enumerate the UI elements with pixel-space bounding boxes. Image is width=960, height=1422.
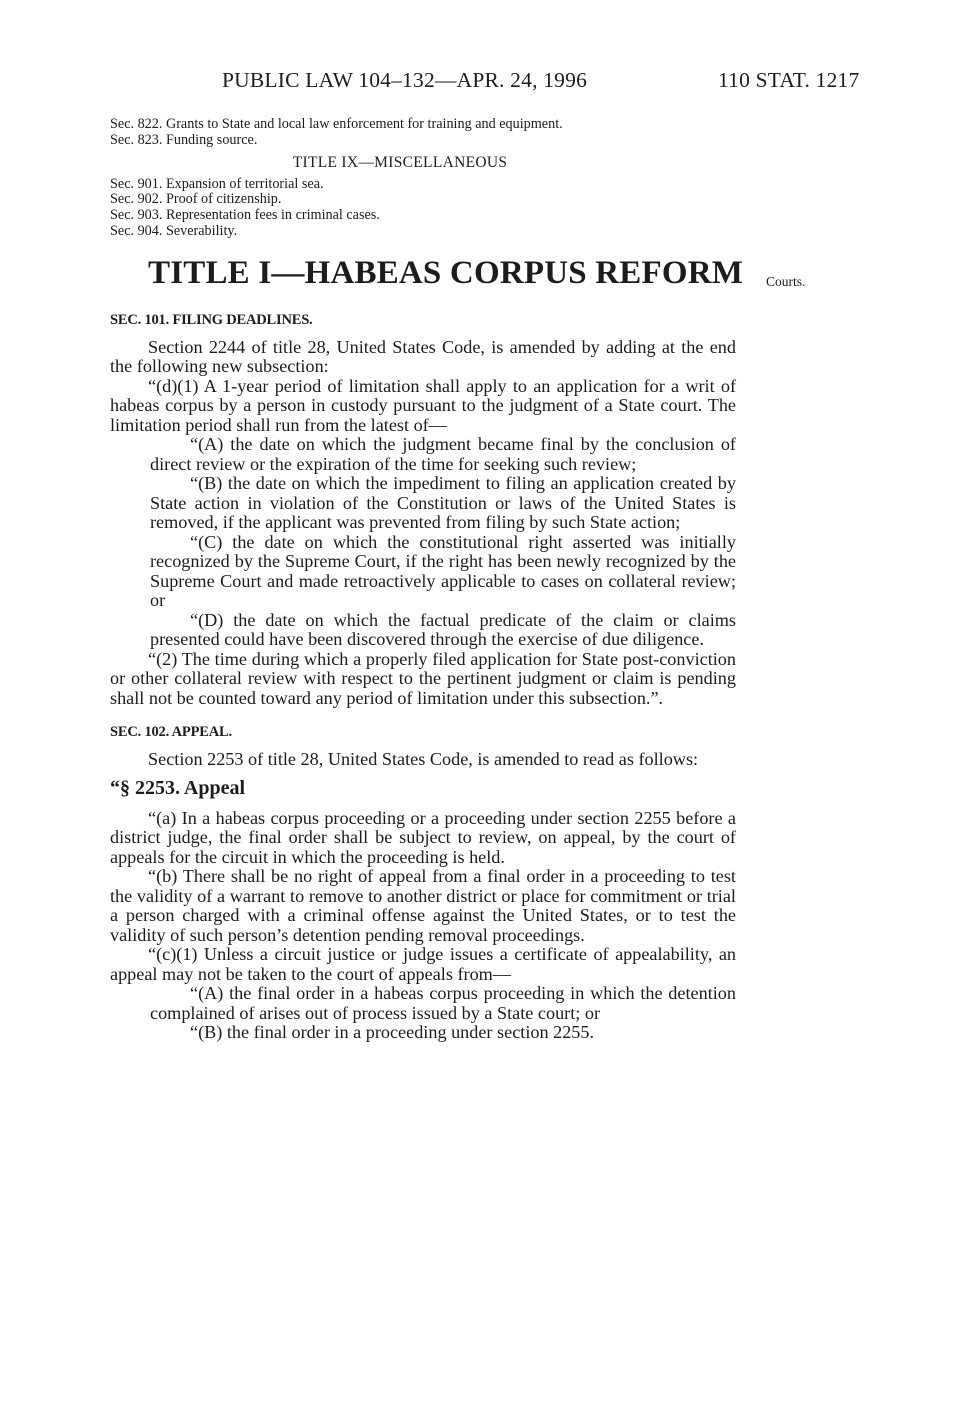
running-head xyxy=(0,68,960,94)
sec-101-clause-a: “(A) the date on which the judgment became final by the conclusion of direct review or the expiration of the time for seeking such review; xyxy=(150,434,736,474)
section-102-heading: SEC. 102. APPEAL. xyxy=(110,724,232,740)
sec-101-clause-c: “(C) the date on which the constitutional right asserted was initially recognized by the Supreme Court, if the right has been newly recognized by the Supreme Court and made retroactively applicable to cases on collateral review; or xyxy=(150,531,736,610)
toc-line: Sec. 823. Funding source. xyxy=(110,131,258,148)
sec-102-paragraph: “(a) In a habeas corpus proceeding or a proceeding under section 2255 before a district judge, the final order shall be subject to review, on appeal, by the court of appeals for the circuit in which the proceeding is held. xyxy=(110,807,736,867)
body-text xyxy=(110,311,736,1043)
sec-101-paragraph: “(2) The time during which a properly filed application for State post-conviction or other collateral review with respect to the pertinent judgment or claim is pending shall not be counted toward any period of limitation under this subsection.”. xyxy=(110,648,736,708)
sec-102-paragraph: Section 2253 of title 28, United States Code, is amended to read as follows: xyxy=(148,748,699,769)
quoted-section-heading: “§ 2253. Appeal xyxy=(110,777,246,799)
section-101-heading: SEC. 101. FILING DEADLINES. xyxy=(110,312,313,328)
sec-102-clause-a: “(A) the final order in a habeas corpus proceeding in which the detention complained of arises out of process issued by a State court; or xyxy=(150,983,736,1023)
toc-line: Sec. 902. Proof of citizenship. xyxy=(110,191,282,208)
toc-line: Sec. 822. Grants to State and local law enforcement for training and equipment. xyxy=(110,116,563,132)
table-of-contents xyxy=(110,117,750,239)
sec-102-paragraph: “(c)(1) Unless a circuit justice or judge issues a certificate of appealability, an appeal may not be taken to the court of appeals from— xyxy=(110,944,736,984)
sec-102-paragraph: “(b) There shall be no right of appeal from a final order in a proceeding to test the validity of a warrant to remove to another district or place for commitment or trial a person charged with a criminal offense against the United States, or to test the validity of such person’s detention pending removal proceedings. xyxy=(110,866,736,945)
sec-102-clause-b: “(B) the final order in a proceeding under section 2255. xyxy=(190,1022,595,1042)
toc-title-ix: TITLE IX—MISCELLANEOUS xyxy=(292,154,508,172)
sec-101-paragraph: Section 2244 of title 28, United States Code, is amended by adding at the end the following new subsection: xyxy=(110,336,736,376)
toc-line: Sec. 903. Representation fees in criminal cases. xyxy=(110,206,380,223)
running-head-page-number: 110 STAT. 1217 xyxy=(718,68,860,92)
running-head-title: PUBLIC LAW 104–132—APR. 24, 1996 xyxy=(222,68,588,92)
sec-101-paragraph: “(d)(1) A 1-year period of limitation shall apply to an application for a writ of habeas corpus by a person in custody pursuant to the judgment of a State court. The limitation period shall run from the latest of— xyxy=(110,375,736,435)
title-heading: TITLE I—HABEAS CORPUS REFORM xyxy=(148,255,744,291)
toc-line: Sec. 904. Severability. xyxy=(110,222,238,239)
margin-note: Courts. xyxy=(766,274,806,289)
toc-line: Sec. 901. Expansion of territorial sea. xyxy=(110,175,324,192)
sec-101-clause-d: “(D) the date on which the factual predicate of the claim or claims presented could have been discovered through the exercise of due diligence. xyxy=(150,609,736,649)
sec-101-clause-b: “(B) the date on which the impediment to filing an application created by State action in violation of the Constitution or laws of the United States is removed, if the applicant was prevented from filing by such State action; xyxy=(150,473,736,532)
